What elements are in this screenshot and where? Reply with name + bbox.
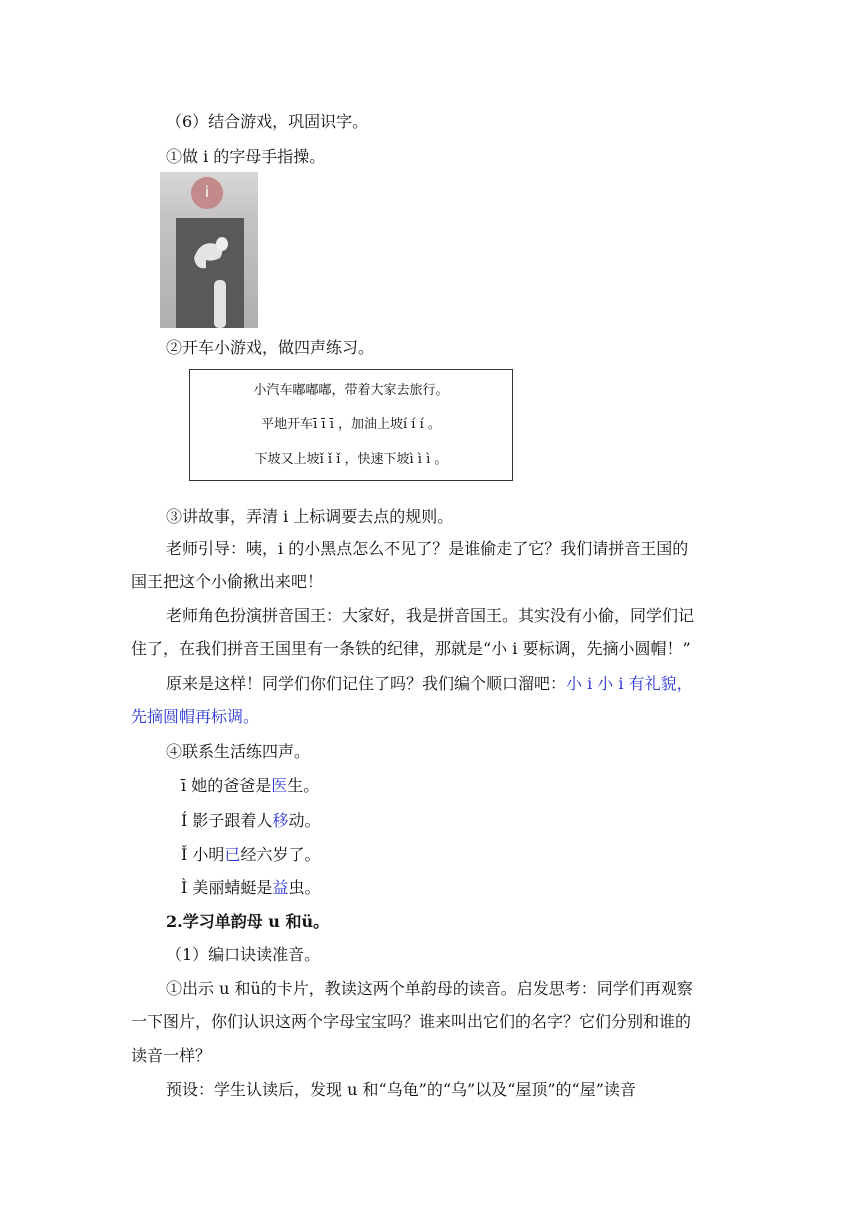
- tone-example-3: [181, 844, 320, 866]
- tone-example-2-post: 动。: [288, 811, 321, 830]
- finger-exercise-photo: [160, 172, 258, 328]
- rhyme-line-1: [166, 673, 693, 695]
- tone-example-2: [181, 810, 320, 832]
- tone-example-1: [181, 775, 319, 797]
- rhyme-text-2: 先摘圆帽再标调。: [131, 707, 260, 726]
- finger-exercise-line: ①做 i 的字母手指操。: [166, 147, 326, 166]
- tone-example-4: [181, 877, 320, 899]
- tone-example-2-pre: Í 影子跟着人: [181, 811, 273, 830]
- story-line: ③讲故事，弄清 i 上标调要去点的规则。: [166, 507, 454, 526]
- chant-line-1: 小汽车嘟嘟嘟，带着大家去旅行。: [253, 383, 449, 398]
- chant-box: [189, 369, 513, 481]
- king-role-line-1: 老师角色扮演拼音国王：大家好，我是拼音国王。其实没有小偷，同学们记: [166, 606, 695, 625]
- tone-example-4-post: 虫。: [288, 878, 321, 897]
- life-practice-line: ④联系生活练四声。: [166, 742, 311, 761]
- card-intro-line-3: 读音一样？: [131, 1046, 212, 1065]
- chant-line-3: 下坡又上坡ǐ ǐ ǐ ，快速下坡ì ì ì 。: [254, 452, 448, 467]
- king-role-line-2: 住了，在我们拼音王国里有一条铁的纪律，那就是“小 i 要标调，先摘小圆帽！”: [131, 639, 691, 658]
- preset-line: 预设：学生认读后，发现 u 和“乌龟”的“乌”以及“屋顶”的“屋”读音: [166, 1080, 636, 1099]
- card-intro-line-1: ①出示 u 和ü的卡片，教读这两个单韵母的读音。启发思考：同学们再观察: [166, 979, 693, 998]
- tone-example-4-pre: Ì 美丽蜻蜓是: [181, 878, 273, 897]
- section-2-heading: 2.学习单韵母 u 和ü。: [166, 912, 330, 931]
- card-intro-line-2: 一下图片，你们认识这两个字母宝宝吗？谁来叫出它们的名字？它们分别和谁的: [131, 1012, 692, 1031]
- tone-example-3-post: 经六岁了。: [240, 845, 321, 864]
- tone-example-4-highlight: 益: [272, 878, 289, 897]
- tone-example-1-pre: ī 她的爸爸是: [181, 776, 272, 795]
- rhyme-text-1: 小 i 小 i 有礼貌，: [566, 674, 693, 693]
- step-1-heading: （1）编口诀读准音。: [166, 945, 321, 964]
- hand-gesture-icon: [176, 218, 244, 328]
- letter-i-circle: i: [191, 177, 223, 209]
- tone-example-3-pre: Ǐ 小明: [181, 845, 225, 864]
- chant-line-2: 平地开车ī ī ī ，加油上坡í í í 。: [261, 417, 441, 432]
- hand-card: [176, 218, 244, 328]
- tone-example-3-highlight: 已: [224, 845, 241, 864]
- tone-example-1-highlight: 医: [271, 776, 288, 795]
- step-6-heading: （6）结合游戏，巩固识字。: [166, 112, 369, 131]
- rhyme-intro: 原来是这样！同学们你们记住了吗？我们编个顺口溜吧：: [166, 674, 567, 693]
- tone-example-2-highlight: 移: [272, 811, 289, 830]
- tone-example-1-post: 生。: [287, 776, 320, 795]
- teacher-guide-line-1: 老师引导：咦，i 的小黑点怎么不见了？是谁偷走了它？我们请拼音王国的: [166, 539, 689, 558]
- car-game-line: ②开车小游戏，做四声练习。: [166, 338, 375, 357]
- teacher-guide-line-2: 国王把这个小偷揪出来吧！: [131, 572, 324, 591]
